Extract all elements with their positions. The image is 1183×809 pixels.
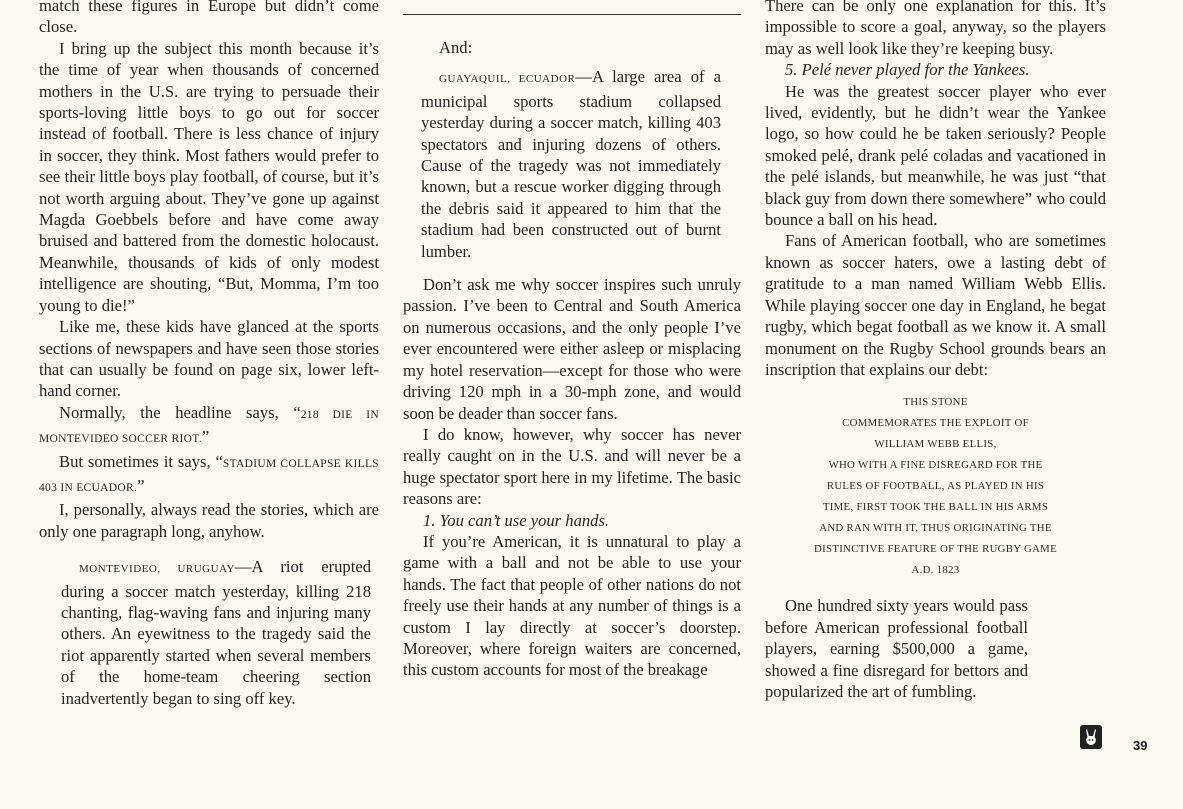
inscription-line: DISTINCTIVE FEATURE OF THE RUGBY GAME [814, 543, 1057, 556]
divider [403, 14, 741, 15]
quote-text [61, 556, 371, 709]
column-left [39, 0, 379, 709]
inscription-line: WHO WITH A FINE DISREGARD FOR THE [828, 459, 1043, 472]
headline-paragraph [39, 451, 379, 500]
paragraph: One hundred sixty years would pass before American professional football players, earning $500,000 a game, showed a fine disregard for bettors and popularized the art of fumbling. [765, 596, 1028, 701]
news-quote [61, 556, 371, 709]
paragraph: Don’t ask me why soccer inspires such unruly passion. I’ve been to Central and South America on numerous occasions, and the only people I’ve ever encountered were either asleep or misplacing my hotel reservation—except for those who were driving 120 mph in a 30-mph zone, and would soon be deader than soccer fans. [403, 275, 741, 423]
news-quote [421, 66, 721, 262]
reason-heading: 1. You can’t use your hands. [423, 510, 610, 530]
inscription-line: COMMEMORATES THE EXPLOIT OF [842, 417, 1029, 430]
headline-text: STADIUM COLLAPSE KILLS 403 IN ECUADOR. [39, 457, 379, 494]
inscription-line: A.D. 1823 [911, 564, 960, 577]
text: ” [137, 475, 145, 495]
quote-body: —A large area of a municipal sports stadium collapsed yesterday during a soccer match, killing 403 spectators and injuring dozens of others. Cause of the tragedy was not immediately known, but a rescue worker digging through the debris said it appeared to him that the stadium had been constructed out of burnt lumber. [421, 67, 721, 261]
paragraph: I bring up the subject this month because it’s the time of year when thousands of concerned mothers in the U.S. are trying to persuade their sports-loving little boys to go out for soccer instead of football. There is less chance of injury in soccer, they think. Most fathers would prefer to see their little boys play football, of course, but it’s not worth arguing about. They’ve gone up against Magda Goebbels before and have come away bruised and battered from the domestic holocaust. Meanwhile, thousands of kids of only modest intelligence are shouting, “But, Momma, I’m too young to die!” [39, 38, 379, 315]
paragraph: He was the greatest soccer player who ever lived, evidently, but he didn’t wear the Yankee logo, so how could he be taken seriously? People smoked pelé, drank pelé coladas and vacationed in the pelé islands, but meanwhile, he was just “that black guy from down there somewhere” who could bounce a ball on his head. [765, 81, 1106, 230]
inscription-line: AND RAN WITH IT, THUS ORIGINATING THE [819, 522, 1052, 535]
monument-inscription [765, 392, 1106, 581]
headline-paragraph [39, 402, 379, 451]
rabbit-head-icon [1080, 725, 1102, 749]
and-line: And: [439, 38, 473, 57]
inscription-line: TIME, FIRST TOOK THE BALL IN HIS ARMS [822, 501, 1049, 514]
text: Normally, the headline says, “ [59, 402, 301, 422]
reason-heading: 5. Pelé never played for the Yankees. [785, 60, 1030, 80]
paragraph: Like me, these kids have glanced at the sports sections of newspapers and have seen those stories that can usually be found on page six, lower left-hand corner. [39, 317, 379, 401]
paragraph: There can be only one explanation for this. It’s impossible to score a goal, anyway, so the players may as well look like they’re keeping busy. [765, 0, 1106, 58]
paragraph: match these figures in Europe but didn’t come close. [39, 0, 379, 37]
paragraph: Fans of American football, who are sometimes known as soccer haters, owe a lasting debt of gratitude to a man named William Webb Ellis. While playing soccer one day in England, he begat rugby, which begat football as we know it. A small monument on the Rugby School grounds bears an inscription that explains our debt: [765, 231, 1106, 379]
column-middle [403, 14, 741, 681]
inscription-line: RULES OF FOOTBALL, AS PLAYED IN HIS [826, 480, 1045, 493]
rabbit-head-icon-svg [1083, 728, 1099, 746]
column-right [765, 0, 1106, 702]
dateline: GUAYAQUIL, ECUADOR [439, 73, 576, 86]
paragraph: I, personally, always read the stories, which are only one paragraph long, anyhow. [39, 500, 379, 541]
paragraph: I do know, however, why soccer has never really caught on in the U.S. and will never be a huge spectator sport here in my lifetime. The basic reasons are: [403, 424, 741, 509]
headline-text: 218 DIE IN MONTEVIDEO SOCCER RIOT. [39, 408, 379, 446]
page-number: 39 [1133, 738, 1148, 753]
text: But sometimes it says, “ [59, 451, 223, 471]
paragraph: If you’re American, it is unnatural to play a game with a ball and not be able to use your hands. The fact that people of other nations do not freely use their hands at any number of things is a custom I lay directly at soccer’s doorstep. Moreover, where foreign waiters are concerned, this custom accounts for most of the breakage [403, 531, 741, 680]
quote-body: —A riot erupted during a soccer match yesterday, killing 218 chanting, flag-waving fans and injuring many others. An eyewitness to the tragedy said the riot apparently started when several members of the home-team cheering section inadvertently began to sing off key. [61, 557, 371, 708]
text: ” [201, 427, 210, 447]
quote-text [421, 66, 721, 262]
inscription-line: THIS STONE [903, 396, 968, 409]
dateline: MONTEVIDEO, URUGUAY [79, 563, 235, 576]
inscription-line: WILLIAM WEBB ELLIS, [874, 438, 997, 451]
